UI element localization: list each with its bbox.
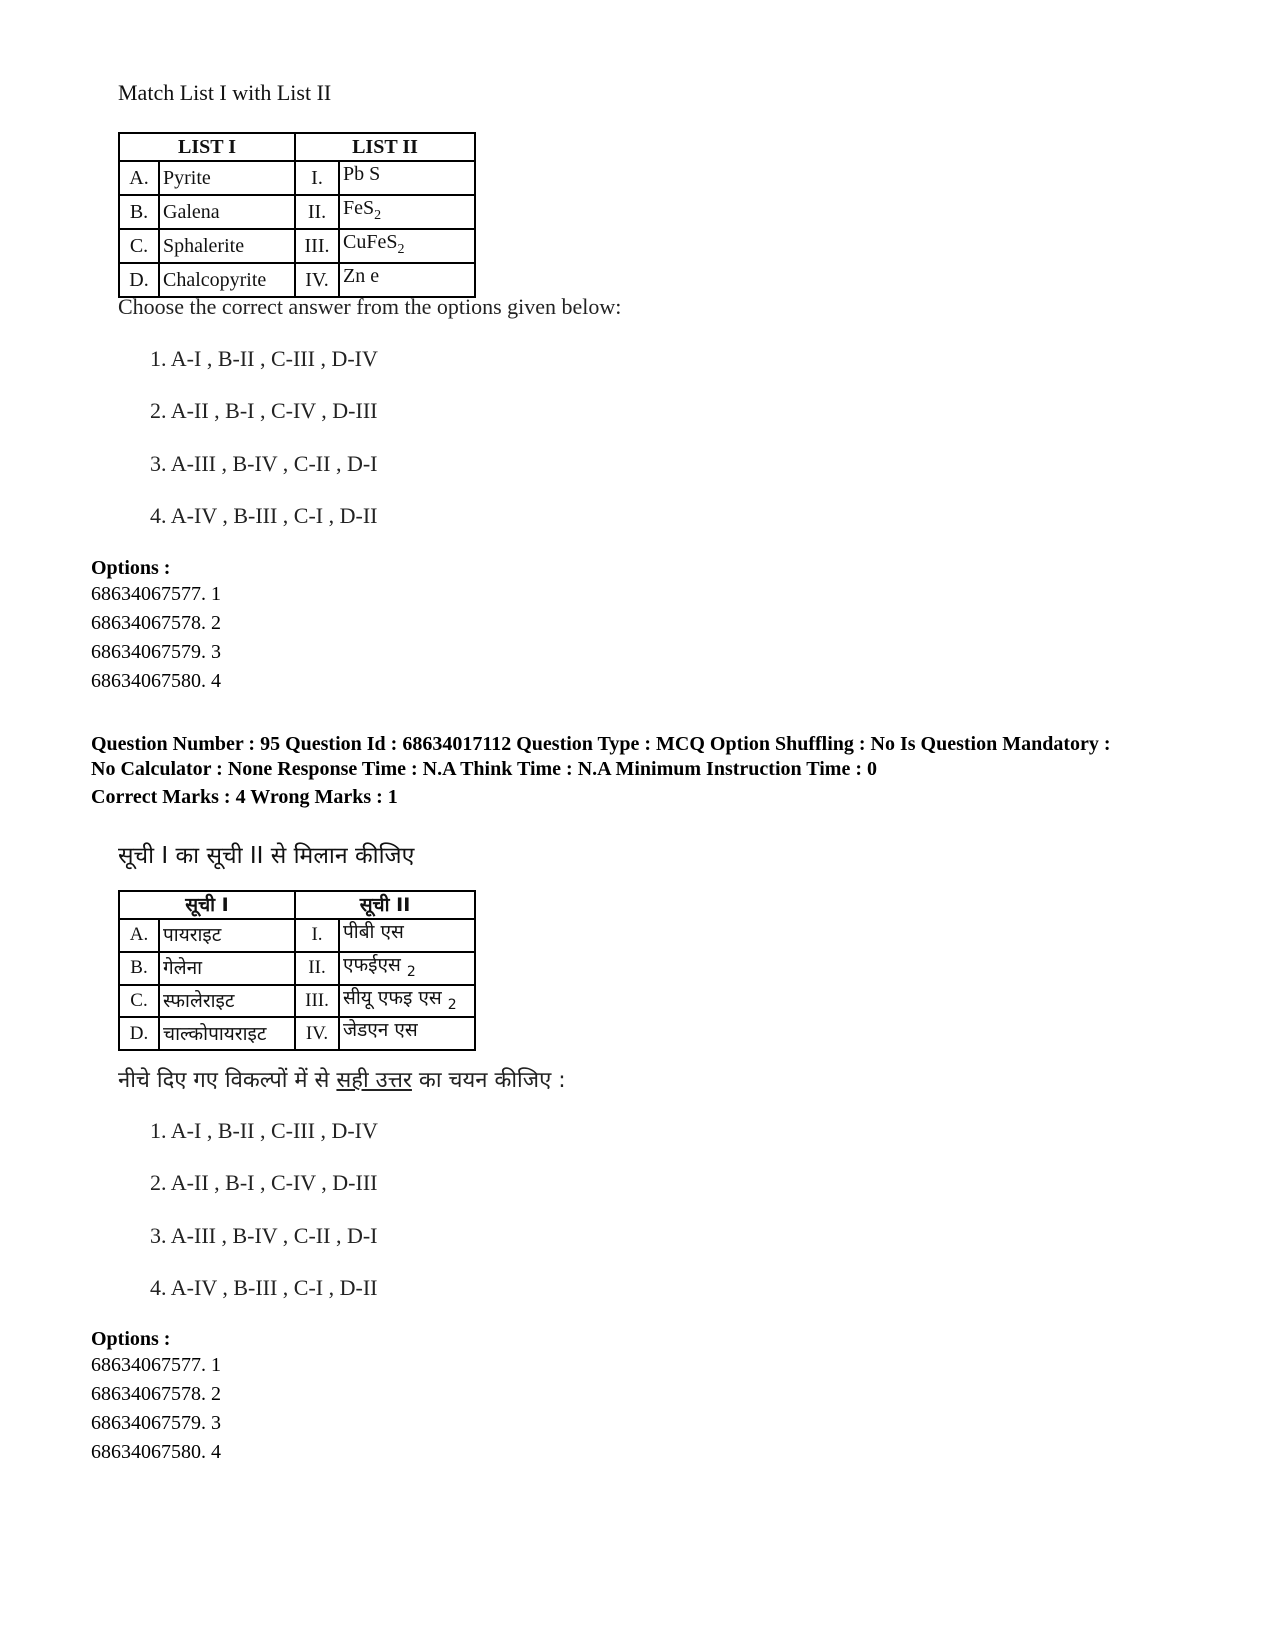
row-num: II. [295,195,339,229]
row-label: A. [119,161,159,195]
q1-answer-3: 3. A-III , B-IV , C-II , D-I [150,451,378,476]
row-value: Zn e [339,263,475,297]
list1-header: LIST I [119,133,295,161]
row-item: Pyrite [159,161,295,195]
meta-line-1: Question Number : 95 Question Id : 68634017112 Question Type : MCQ Option Shuffling : No Is Question Mandatory : [91,733,1111,755]
list2-header: LIST II [295,133,475,161]
q1-match-table [118,132,476,298]
table-row [119,229,475,263]
row-num: III. [295,985,339,1018]
row-label: D. [119,1017,159,1050]
options-label: Options : [91,1328,171,1350]
option-item: 68634067577. 1 [91,1354,221,1376]
q1-answer-1: 1. A-I , B-II , C-III , D-IV [150,346,378,371]
option-item: 68634067577. 1 [91,583,221,605]
row-num: I. [295,919,339,952]
q2-answer-4: 4. A-IV , B-III , C-I , D-II [150,1275,378,1300]
row-item: पायराइट [159,919,295,952]
q2-answer-1: 1. A-I , B-II , C-III , D-IV [150,1118,378,1143]
q1-title: Match List I with List II [118,80,332,105]
row-item: Sphalerite [159,229,295,263]
row-item: Galena [159,195,295,229]
row-num: IV. [295,263,339,297]
row-num: I. [295,161,339,195]
option-item: 68634067579. 3 [91,641,221,663]
row-value: जेडएन एस [339,1017,475,1050]
row-label: B. [119,195,159,229]
q1-choose-text: Choose the correct answer from the options given below: [118,294,622,319]
q2-title: सूची I का सूची II से मिलान कीजिए [118,843,415,869]
list1-header: सूची I [119,891,295,919]
q2-options [91,1328,221,1467]
option-item: 68634067579. 3 [91,1412,221,1434]
row-num: II. [295,952,339,985]
option-item: 68634067578. 2 [91,1383,221,1405]
table-header-row [119,891,475,919]
table-row [119,1017,475,1050]
q1-answer-4: 4. A-IV , B-III , C-I , D-II [150,503,378,528]
table-row [119,195,475,229]
table-row [119,919,475,952]
row-label: B. [119,952,159,985]
row-item: चाल्कोपायराइट [159,1017,295,1050]
q1-answer-2: 2. A-II , B-I , C-IV , D-III [150,398,378,423]
option-item: 68634067580. 4 [91,1441,221,1463]
list2-header: सूची II [295,891,475,919]
underlined-phrase: सही उत्तर [336,1068,412,1093]
row-label: A. [119,919,159,952]
row-label: C. [119,229,159,263]
question-meta [91,732,1201,810]
table-row [119,952,475,985]
meta-line-3: Correct Marks : 4 Wrong Marks : 1 [91,786,398,808]
q2-answer-3: 3. A-III , B-IV , C-II , D-I [150,1223,378,1248]
row-item: गेलेना [159,952,295,985]
row-num: III. [295,229,339,263]
option-item: 68634067580. 4 [91,670,221,692]
row-item: स्फालेराइट [159,985,295,1018]
q2-match-table [118,890,476,1051]
table-header-row [119,133,475,161]
row-num: IV. [295,1017,339,1050]
table-row [119,985,475,1018]
row-value: सीयू एफइ एस $_2$ [339,985,475,1018]
option-item: 68634067578. 2 [91,612,221,634]
q2-choose-text: नीचे दिए गए विकल्पों में से सही उत्तर का चयन कीजिए : [118,1068,566,1093]
table-row [119,161,475,195]
row-item: Chalcopyrite [159,263,295,297]
q1-options [91,557,221,696]
row-value: एफईएस $_2$ [339,952,475,985]
row-value: FeS$_2$ [339,195,475,229]
table-row [119,263,475,297]
row-label: D. [119,263,159,297]
row-value: Pb S [339,161,475,195]
row-value: पीबी एस [339,919,475,952]
q2-answer-2: 2. A-II , B-I , C-IV , D-III [150,1170,378,1195]
row-label: C. [119,985,159,1018]
meta-line-2: No Calculator : None Response Time : N.A Think Time : N.A Minimum Instruction Time : 0 [91,758,877,780]
options-label: Options : [91,557,171,579]
row-value: CuFeS$_2$ [339,229,475,263]
